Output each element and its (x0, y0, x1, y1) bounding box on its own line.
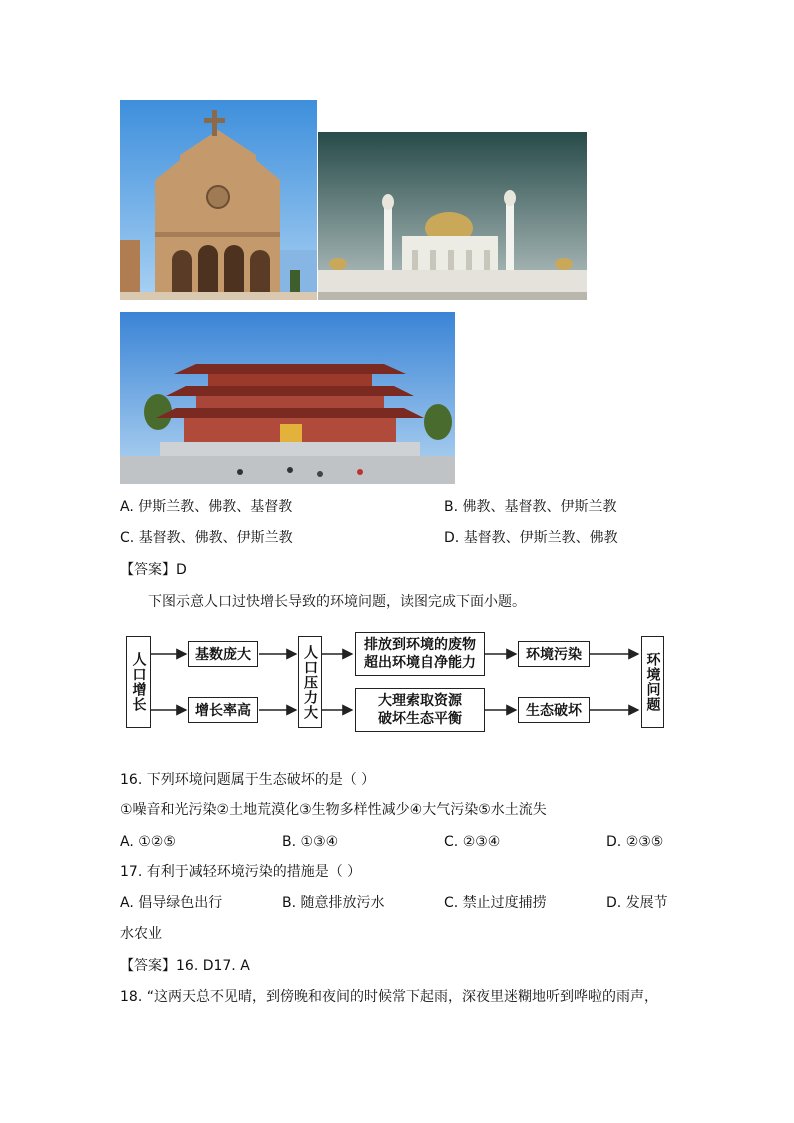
q17-stem: 17. 有利于减轻环境污染的措施是（ ） (120, 864, 362, 880)
option-text: 禁止过度捕捞 (462, 895, 547, 911)
box-waste-exceeds (355, 632, 485, 676)
option-c (120, 528, 293, 548)
option-text: ②③④ (462, 834, 501, 850)
option-text: ②③⑤ (625, 834, 664, 850)
option-letter: A. (120, 499, 134, 515)
q16-items: ①噪音和光污染②土地荒漠化③生物多样性减少④大气污染⑤水土流失 (120, 802, 547, 818)
mosque-photo (318, 132, 587, 300)
option-d (444, 528, 618, 548)
option-text: ①③④ (300, 834, 339, 850)
option-letter: D. (444, 530, 460, 546)
q17-option-d (606, 893, 668, 913)
option-letter: C. (444, 895, 459, 911)
option-letter: D. (606, 834, 622, 850)
answer-value: 16. D17. A (176, 958, 250, 974)
option-letter: B. (282, 895, 297, 911)
option-letter: D. (606, 895, 622, 911)
option-letter: A. (120, 834, 134, 850)
box-environment-problem: 环境问题 (641, 636, 664, 728)
option-text: 基督教、伊斯兰教、佛教 (463, 530, 618, 546)
box-line: 大理索取资源 (378, 693, 462, 709)
q17-option-d-wrap: 水农业 (120, 926, 162, 942)
box-high-growth-rate: 增长率高 (188, 697, 258, 723)
q17-option-b (282, 893, 385, 913)
option-letter: C. (120, 530, 135, 546)
q16-option-b (282, 832, 338, 852)
box-large-base: 基数庞大 (188, 641, 258, 667)
option-text: 发展节 (625, 895, 668, 911)
option-text: 伊斯兰教、佛教、基督教 (138, 499, 293, 515)
option-a (120, 497, 292, 517)
q16-stem: 16. 下列环境问题属于生态破坏的是（ ） (120, 772, 376, 788)
box-population-pressure: 人口压力大 (298, 636, 322, 728)
box-line: 排放到环境的废物 (364, 637, 476, 653)
option-letter: B. (282, 834, 297, 850)
answer-label: 【答案】 (120, 958, 176, 974)
temple-photo (120, 312, 455, 484)
box-line: 破坏生态平衡 (378, 711, 462, 727)
church-photo (120, 100, 317, 300)
option-text: 基督教、佛教、伊斯兰教 (138, 530, 293, 546)
box-population-growth: 人口增长 (126, 636, 151, 728)
option-text: 倡导绿色出行 (138, 895, 223, 911)
box-resource-depletion (355, 688, 485, 732)
option-text: 随意排放污水 (300, 895, 385, 911)
option-text: ①②⑤ (138, 834, 176, 850)
answer-15 (120, 560, 187, 580)
q16-option-d (606, 832, 663, 852)
option-text: 佛教、基督教、伊斯兰教 (462, 499, 617, 515)
q16-option-c (444, 832, 500, 852)
answer-16-17 (120, 956, 250, 976)
box-eco-damage: 生态破坏 (518, 697, 590, 723)
q17-option-a (120, 893, 222, 913)
q17-option-c (444, 893, 547, 913)
q18-stem: 18. “这两天总不见晴，到傍晚和夜间的时候常下起雨，深夜里迷糊地听到哗啦的雨声， (120, 989, 658, 1005)
option-letter: C. (444, 834, 459, 850)
q16-option-a (120, 832, 176, 852)
option-letter: A. (120, 895, 134, 911)
option-letter: B. (444, 499, 459, 515)
option-b (444, 497, 617, 517)
intro-text: 下图示意人口过快增长导致的环境问题，读图完成下面小题。 (148, 594, 526, 610)
box-pollution: 环境污染 (518, 641, 590, 667)
answer-value: D (176, 562, 187, 578)
box-line: 超出环境自净能力 (364, 655, 476, 671)
answer-label: 【答案】 (120, 562, 176, 578)
